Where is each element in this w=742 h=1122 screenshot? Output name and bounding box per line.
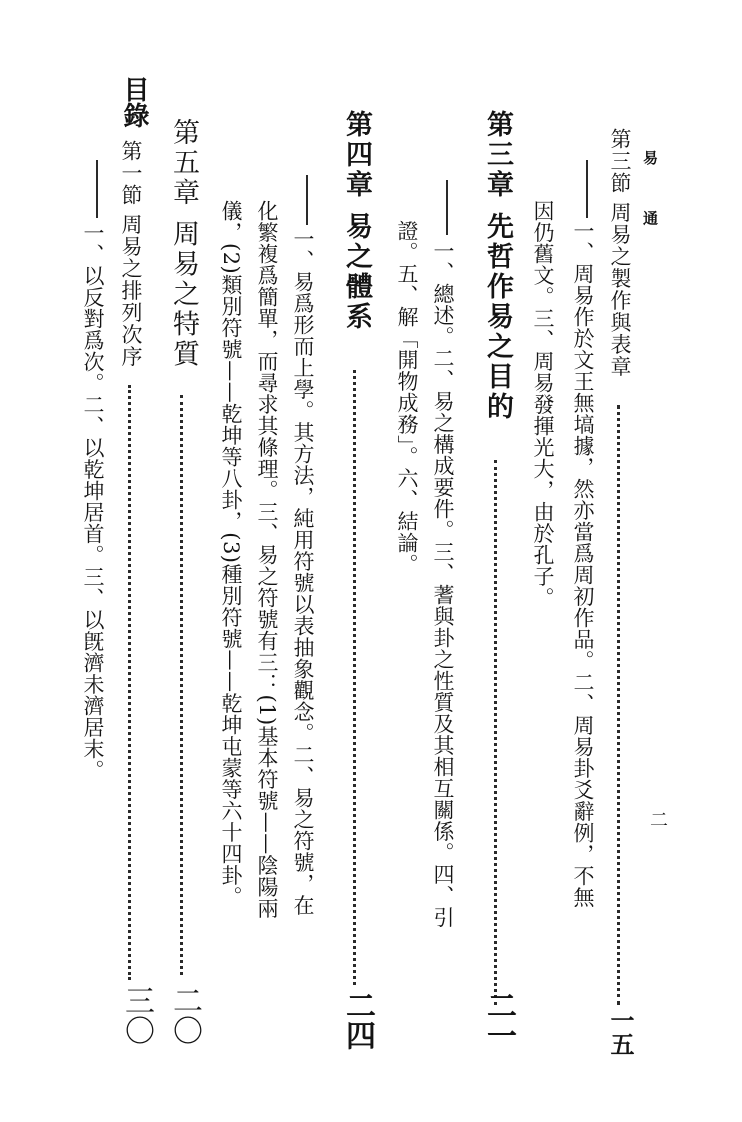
indent-rule bbox=[446, 180, 448, 235]
indent-rule bbox=[586, 160, 588, 218]
leader-dots bbox=[128, 385, 131, 980]
summary-chapter-3-line-1: 一、總述。二、易之構成要件。三、蓍與卦之性質及其相互關係。四、引 bbox=[431, 240, 455, 928]
indent-rule bbox=[306, 175, 308, 225]
contents-heading: 目錄 bbox=[119, 76, 149, 128]
leader-dots bbox=[494, 460, 497, 1005]
toc-entry-chapter-5: 第五章 周易之特質 bbox=[168, 118, 199, 370]
summary-section-1-line-1: 一、以反對爲次。二、以乾坤居首。三、以旣濟未濟居末。 bbox=[81, 222, 105, 781]
page-ref-chapter-3: 二一 bbox=[481, 990, 516, 1050]
toc-entry-section-1: 第一節 周易之排列次序 bbox=[119, 140, 143, 368]
toc-entry-chapter-4: 第四章 易之體系 bbox=[341, 110, 372, 333]
indent-rule bbox=[96, 160, 98, 218]
page-ref-section-1: 三〇 bbox=[119, 985, 154, 1045]
summary-chapter-4-line-3: 儀，(2)類別符號——乾坤等八卦，(3)種別符號——乾坤屯蒙等六十四卦。 bbox=[219, 200, 243, 908]
summary-section-3-line-1: 一、周易作於文王無塙據，然亦當爲周初作品。二、周易卦爻辭例，不無 bbox=[571, 220, 595, 908]
toc-entry-section-3: 第三節 周易之製作與表章 bbox=[608, 128, 632, 378]
running-title: 易 通 bbox=[641, 150, 659, 246]
summary-section-3-line-2: 因仍舊文。三、周易發揮光大，由於孔子。 bbox=[531, 200, 555, 609]
leader-dots bbox=[180, 395, 183, 975]
summary-chapter-4-line-1: 一、易爲形而上學。其方法，純用符號以表抽象觀念。二、易之符號，在 bbox=[291, 228, 315, 916]
summary-chapter-3-line-2: 證。五、解「開物成務」。六、結論。 bbox=[395, 220, 419, 575]
page-ref-section-3: 一五 bbox=[606, 1008, 635, 1056]
leader-dots bbox=[617, 405, 620, 1005]
running-page-number: 二 bbox=[647, 810, 668, 828]
leader-dots bbox=[353, 370, 356, 985]
summary-chapter-4-line-2: 化繁複爲簡單，而尋求其條理。三、易之符號有三：(1)基本符號——陰陽兩 bbox=[255, 200, 279, 920]
page-ref-chapter-5: 二〇 bbox=[167, 985, 202, 1045]
toc-entry-chapter-3: 第三章 先哲作易之目的 bbox=[482, 110, 513, 423]
page-ref-chapter-4: 二四 bbox=[340, 990, 375, 1050]
